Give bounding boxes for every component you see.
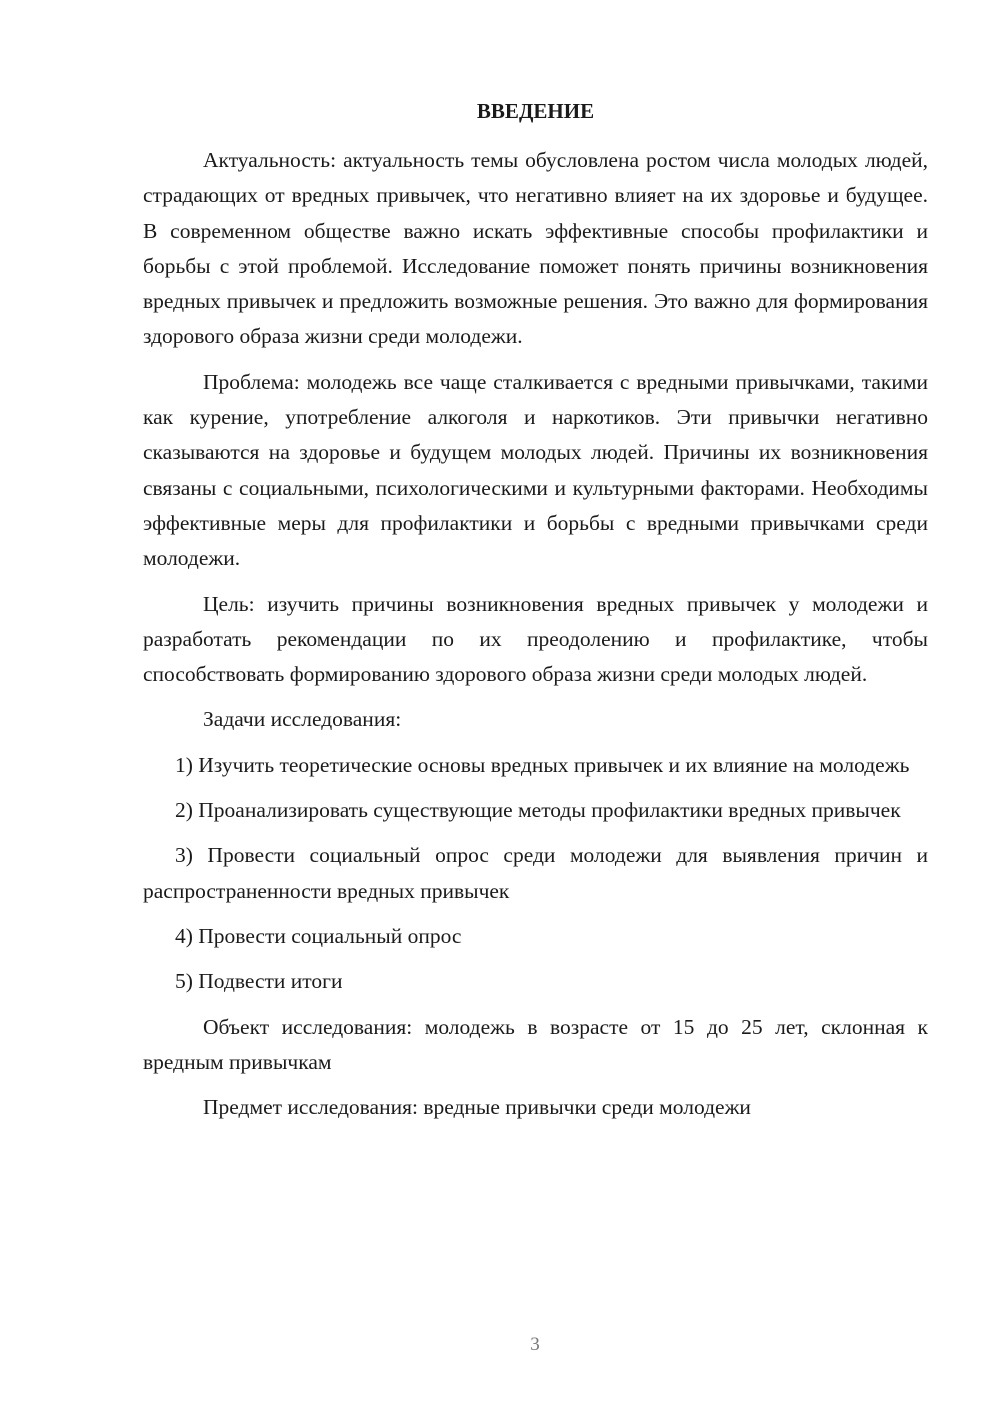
task-item-1: 1) Изучить теоретические основы вредных привычек и их влияние на молодежь [175,752,910,777]
paragraph-subject: Предмет исследования: вредные привычки среди молодежи [203,1095,751,1120]
task-item-2: 2) Проанализировать существующие методы профилактики вредных привычек [175,798,901,823]
document-body [143,143,928,1135]
page-number: 3 [530,1334,540,1355]
page-title: ВВЕДЕНИЕ [476,99,595,123]
paragraph-relevance: Актуальность: актуальность темы обусловлена ростом числа молодых людей, страдающих от вредных привычек, что негативно влияет на их здоровье и будущее. В современном обществе важно искать эффективные способы профилактики и борьбы с этой проблемой. Исследование поможет понять причины возникновения вредных привычек и предложить возможные решения. Это важно для формирования здорового образа жизни среди молодежи. [143,148,928,349]
task-item-3: 3) Провести социальный опрос среди молодежи для выявления причин и распространенности вредных привычек [143,843,928,903]
tasks-heading: Задачи исследования: [203,707,402,732]
task-item-5: 5) Подвести итоги [175,969,343,994]
task-item-4: 4) Провести социальный опрос [175,923,462,948]
paragraph-goal: Цель: изучить причины возникновения вредных привычек у молодежи и разработать рекомендации по их преодолению и профилактике, чтобы способствовать формированию здорового образа жизни среди молодых людей. [143,591,928,687]
paragraph-problem: Проблема: молодежь все чаще сталкивается с вредными привычками, такими как курение, употребление алкоголя и наркотиков. Эти привычки негативно сказываются на здоровье и будущем молодых людей. Причины их возникновения связаны с социальными, психологическими и культурными факторами. Необходимы эффективные меры для профилактики и борьбы с вредными привычками среди молодежи. [143,369,928,571]
paragraph-object: Объект исследования: молодежь в возрасте от 15 до 25 лет, склонная к вредным привычкам [143,1014,928,1074]
